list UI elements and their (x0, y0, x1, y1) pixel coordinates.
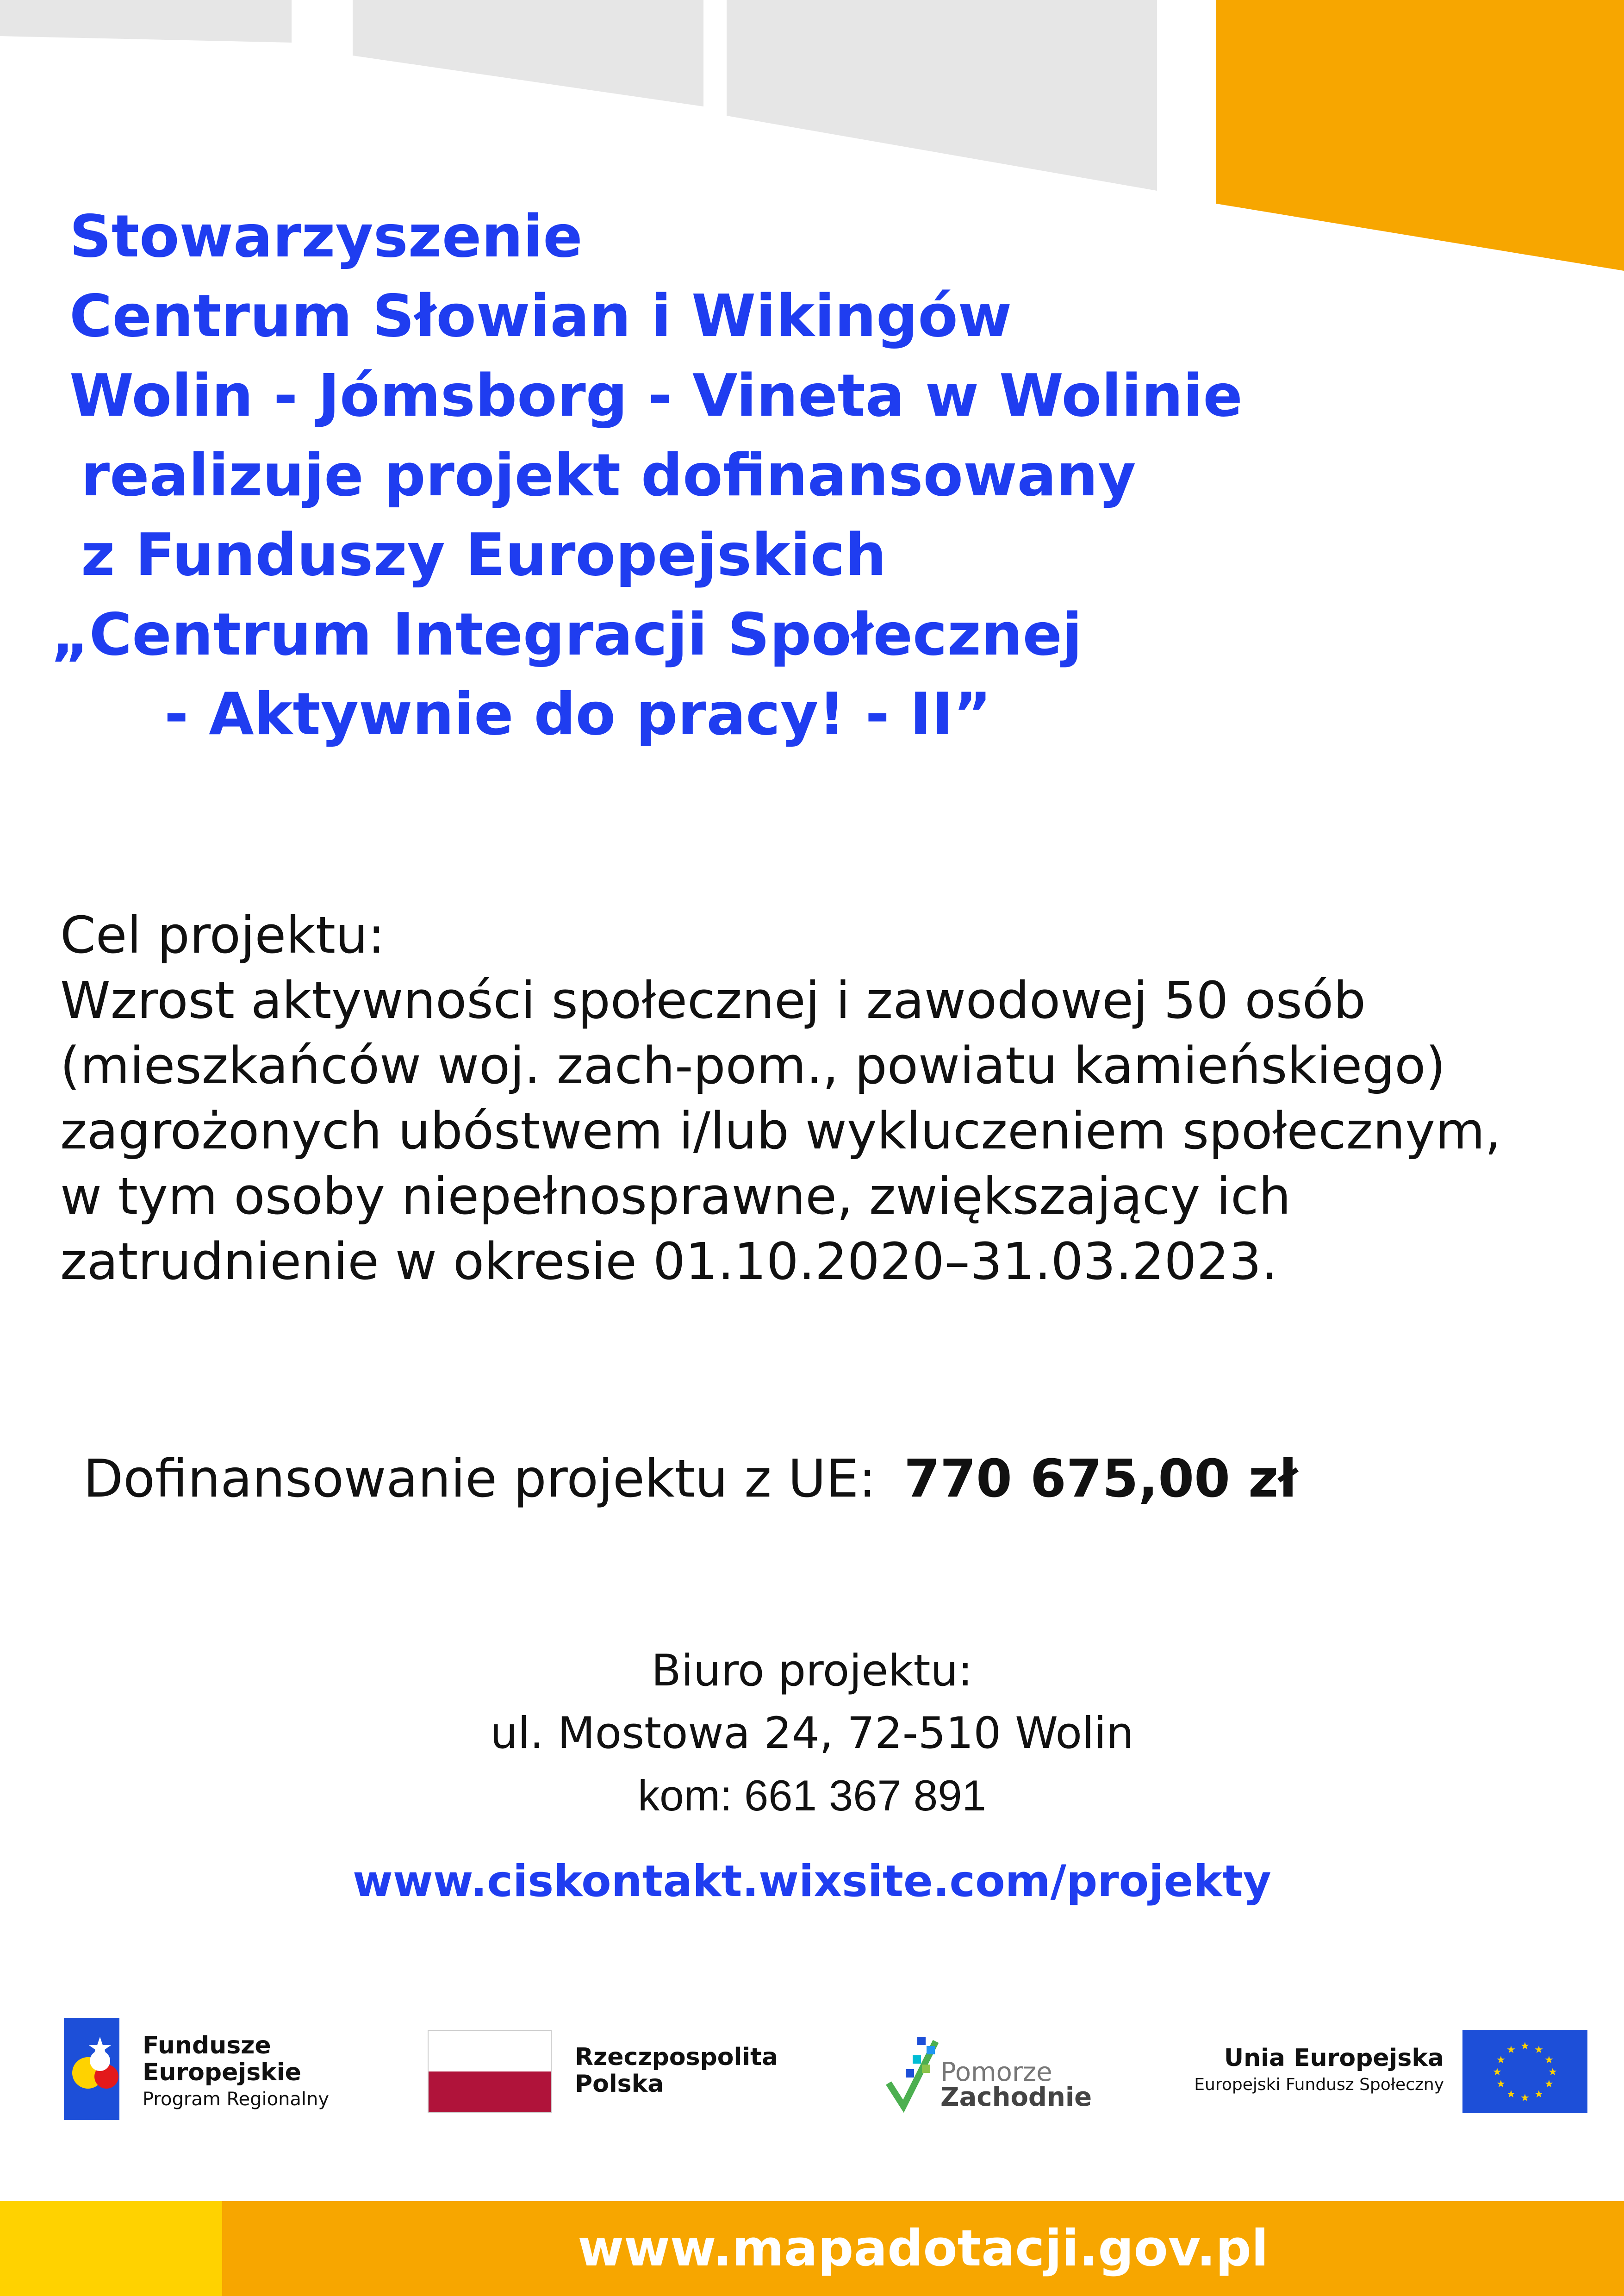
heading-line-5: z Funduszy Europejskich (81, 521, 887, 589)
pz-line-1: Pomorze (940, 2057, 1052, 2087)
funding-info (83, 1449, 1298, 1509)
heading-line-4: realizuje projekt dofinansowany (81, 441, 1136, 509)
fe-line-2: Europejskie (143, 2059, 301, 2086)
goal-line-1: Wzrost aktywności społecznej i zawodowej 50 osób (60, 971, 1366, 1030)
fe-line-1: Fundusze (143, 2032, 271, 2059)
project-goal (60, 903, 1501, 1294)
logo-unia-europejska (1180, 2030, 1587, 2113)
goal-line-5: zatrudnienie w okresie 01.10.2020–31.03.2023. (60, 1232, 1278, 1291)
goal-line-2: (mieszkańców woj. zach-pom., powiatu kamieńskiego) (60, 1036, 1446, 1095)
gray-band-2 (353, 0, 703, 106)
svg-text:★: ★ (1548, 2066, 1557, 2078)
svg-text:★: ★ (1520, 2040, 1530, 2052)
pz-line-2: Zachodnie (940, 2082, 1092, 2112)
office-phone: kom: 661 367 891 (638, 1771, 986, 1820)
svg-text:★: ★ (1520, 2092, 1530, 2104)
goal-line-4: w tym osoby niepełnosprawne, zwiększający ich (60, 1167, 1291, 1226)
goal-label: Cel projektu: (60, 905, 385, 965)
ue-line-1: Unia Europejska (1224, 2044, 1444, 2072)
svg-text:★: ★ (1496, 2078, 1506, 2090)
rp-line-2: Polska (575, 2070, 664, 2098)
office-address: ul. Mostowa 24, 72-510 Wolin (490, 1708, 1134, 1759)
footer-yellow-block (0, 2201, 222, 2296)
office-label: Biuro projektu: (651, 1646, 973, 1696)
svg-text:★: ★ (1534, 2089, 1543, 2100)
heading-line-7: - Aktywnie do pracy! - II” (164, 680, 992, 748)
heading-line-2: Centrum Słowian i Wikingów (69, 282, 1012, 350)
heading-line-3: Wolin - Jómsborg - Vineta w Wolinie (69, 362, 1243, 430)
svg-text:★: ★ (1493, 2066, 1502, 2078)
logo-pomorze-zachodnie (885, 2032, 1116, 2115)
funding-amount: 770 675,00 zł (904, 1449, 1298, 1509)
rp-line-1: Rzeczpospolita (575, 2043, 778, 2071)
svg-text:★: ★ (1544, 2078, 1554, 2090)
eu-flag-icon (1462, 2030, 1587, 2113)
svg-text:★: ★ (1506, 2089, 1516, 2100)
fe-line-3: Program Regionalny (143, 2089, 330, 2110)
gray-band-1 (0, 0, 292, 43)
polish-flag-icon (428, 2030, 552, 2113)
fundusze-europejskie-icon (64, 2018, 119, 2120)
project-website-link[interactable]: www.ciskontakt.wixsite.com/projekty (353, 1856, 1271, 1907)
orange-corner (1216, 0, 1624, 271)
logo-rzeczpospolita-polska (428, 2030, 798, 2113)
pomorze-zachodnie-icon (885, 2032, 945, 2115)
logo-fundusze-europejskie (64, 2018, 342, 2120)
svg-text:★: ★ (1544, 2054, 1554, 2066)
heading-line-1: Stowarzyszenie (69, 202, 583, 270)
svg-text:★: ★ (1534, 2044, 1543, 2056)
footer-mapadotacji-link[interactable]: www.mapadotacji.gov.pl (578, 2220, 1269, 2277)
svg-text:★: ★ (1506, 2044, 1516, 2056)
goal-line-3: zagrożonych ubóstwem i/lub wykluczeniem społecznym, (60, 1101, 1501, 1160)
gray-band-3 (727, 0, 1157, 191)
funding-label: Dofinansowanie projektu z UE: (83, 1449, 877, 1509)
ue-line-2: Europejski Fundusz Społeczny (1194, 2075, 1444, 2094)
svg-text:★: ★ (1496, 2054, 1506, 2066)
heading-line-6: „Centrum Integracji Społecznej (51, 600, 1083, 668)
